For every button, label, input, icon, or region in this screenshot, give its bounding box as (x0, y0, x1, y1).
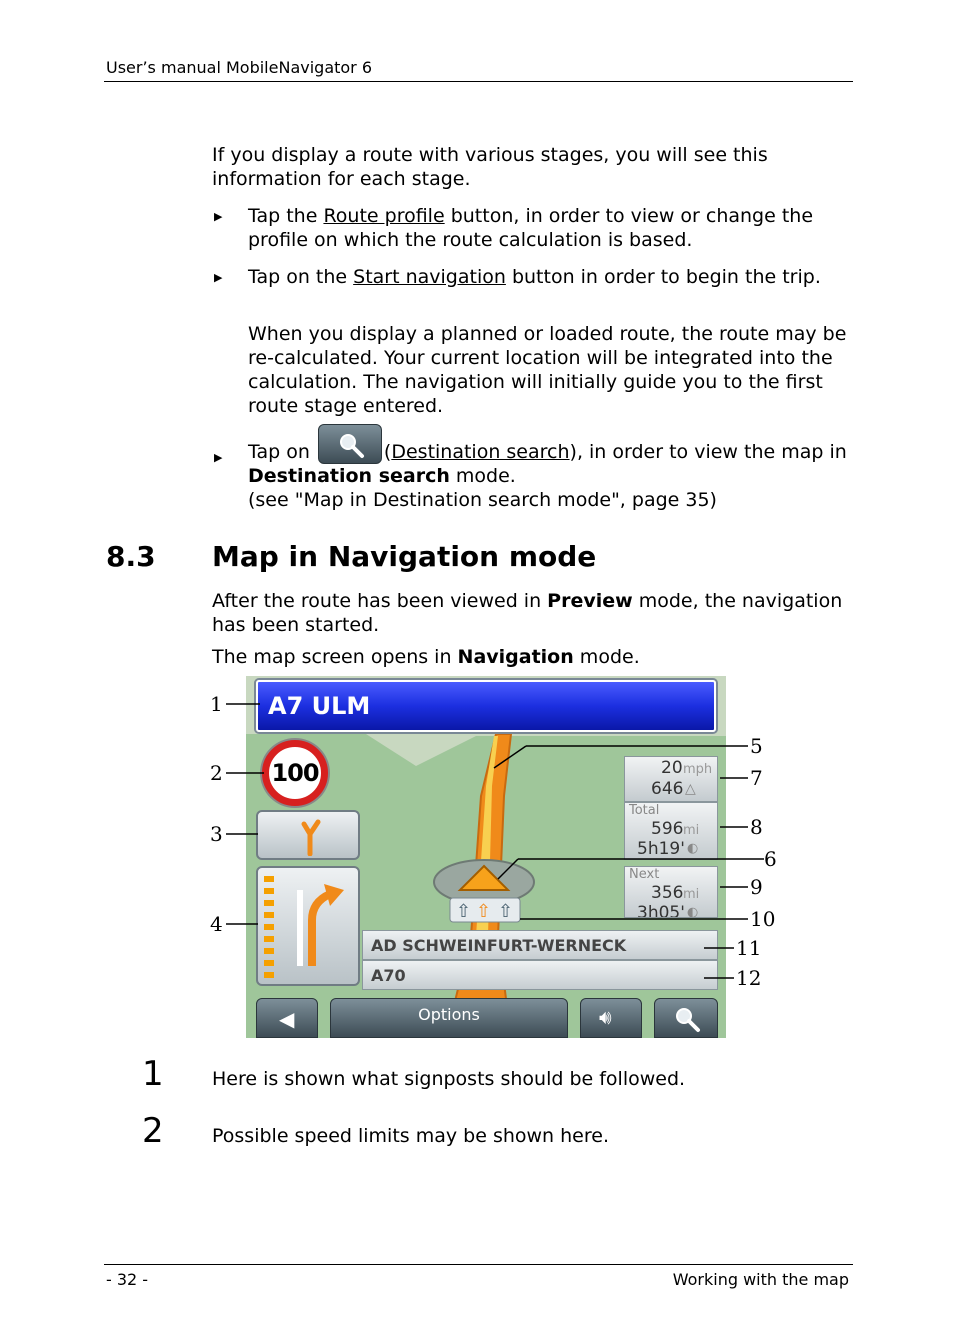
section-number: 8.3 (106, 540, 156, 573)
current-street-name: A70 (371, 966, 406, 985)
next-street-name: AD SCHWEINFURT-WERNECK (371, 936, 627, 955)
page-number: - 32 - (106, 1270, 149, 1289)
intro-paragraph: If you display a route with various stages, you will see this information for each stage. (212, 144, 768, 190)
altitude-value: 646 (651, 779, 684, 799)
callout-5: 5 (750, 734, 763, 758)
callout-9: 9 (750, 875, 763, 899)
svg-text:⇧: ⇧ (498, 901, 514, 922)
after-paragraph: After the route has been viewed in Preview mode, the navigation has been started. (212, 590, 843, 636)
destination-search-button[interactable] (318, 424, 382, 464)
total-unit: mi (683, 823, 700, 838)
next-time: 3h05' (637, 903, 685, 918)
speed-limit-value: 100 (271, 759, 319, 787)
mountain-icon: △ (685, 781, 696, 797)
page-footer (104, 1264, 853, 1289)
next-distance: 356 (651, 883, 684, 903)
bullet-start-navigation: Tap on the Start navigation button in order to begin the trip. (248, 266, 821, 288)
speed-unit: mph (683, 762, 713, 777)
callout-12: 12 (736, 966, 762, 990)
callout-6: 6 (764, 847, 777, 871)
legend-text-1: Here is shown what signposts should be followed. (212, 1068, 686, 1090)
svg-text:⇧: ⇧ (456, 901, 472, 922)
callout-4: 4 (210, 912, 223, 936)
bullet-arrow-icon: ▶ (214, 451, 223, 464)
callout-10: 10 (750, 907, 776, 931)
callout-2: 2 (210, 761, 223, 785)
signpost-text: A7 ULM (268, 692, 371, 720)
link-route-profile[interactable]: Route profile (323, 205, 445, 227)
svg-text:⇧: ⇧ (476, 901, 492, 922)
total-label: Total (629, 803, 660, 818)
callout-8: 8 (750, 815, 763, 839)
next-unit: mi (683, 887, 700, 902)
page-reference: (see "Map in Destination search mode", page 35) (248, 489, 717, 511)
speed-value: 20 (661, 758, 683, 778)
chapter-title: Working with the map (672, 1270, 849, 1289)
speaker-icon: 🔊︎ (599, 1005, 612, 1029)
total-distance: 596 (651, 819, 684, 839)
bullet-arrow-icon: ▶ (214, 271, 223, 284)
legend-text-2: Possible speed limits may be shown here. (212, 1125, 609, 1147)
bullet-route-profile: Tap the Route profile button, in order to view or change the profile on which the route calculation is based. (248, 205, 814, 251)
options-label: Options (418, 1005, 480, 1024)
back-arrow-icon: ◀ (279, 1007, 295, 1031)
page-header (104, 58, 853, 82)
callout-lines (208, 676, 780, 1038)
link-start-navigation[interactable]: Start navigation (353, 266, 506, 288)
navigation-screenshot (208, 676, 780, 1038)
callout-11: 11 (736, 936, 762, 960)
callout-1: 1 (210, 692, 223, 716)
legend-number-1: 1 (142, 1054, 164, 1094)
clock-icon: ◐ (687, 905, 699, 918)
link-destination-search[interactable]: Destination search (391, 441, 570, 463)
clock-icon: ◐ (687, 841, 699, 856)
legend-number-2: 2 (142, 1111, 164, 1151)
magnifier-icon (337, 431, 365, 459)
header-title: User’s manual MobileNavigator 6 (106, 58, 373, 77)
callout-3: 3 (210, 822, 223, 846)
map-opens-paragraph: The map screen opens in Navigation mode. (212, 646, 640, 668)
total-time: 5h19' (637, 839, 685, 859)
callout-7: 7 (750, 766, 763, 790)
next-label: Next (629, 867, 660, 882)
bullet-arrow-icon: ▶ (214, 210, 223, 223)
bullet-destination-search: Tap on (Destination search), in order to view the map in Destination search mode. (see "Map in Destination search mode", page 35) (248, 424, 858, 512)
note-paragraph: When you display a planned or loaded route, the route may be re-calculated. Your current location will be integrated into the calculation. The navigation will initially guide you to the first route stage entered. (248, 323, 847, 417)
section-title: Map in Navigation mode (212, 540, 597, 573)
